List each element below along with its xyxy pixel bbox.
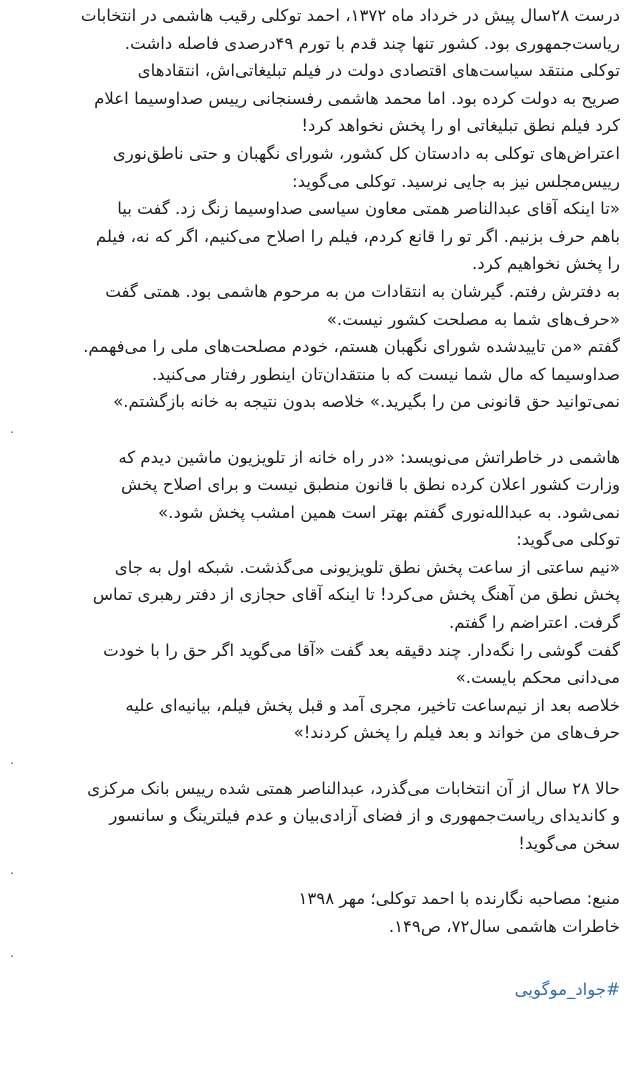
text-line: اعتراض‌های توکلی به دادستان کل کشور، شورای نگهبان و حتی ناطق‌نوری xyxy=(112,143,620,163)
text-line: را پخش نخواهیم کرد. xyxy=(472,254,620,274)
source-line: منبع: مصاحبه نگارنده با احمد توکلی؛ مهر ۱۳۹۸ xyxy=(298,889,620,908)
paragraph-memoir xyxy=(8,444,620,748)
text-line: رییس‌مجلس نیز به جایی نرسید. توکلی می‌گوید: xyxy=(292,171,620,191)
separator-dot: . xyxy=(10,753,14,768)
paragraph-intro xyxy=(8,2,620,416)
text-line: «حرف‌های شما به مصلحت کشور نیست.» xyxy=(326,309,620,329)
text-line: گفت گوشی را نگه‌دار. چند دقیقه بعد گفت «آقا می‌گوید اگر حق را با خودت xyxy=(103,640,620,660)
text-line: به دفترش رفتم. گیرشان به انتقادات من به مرحوم هاشمی بود. همتی گفت xyxy=(105,281,620,301)
text-line: ریاست‌جمهوری بود. کشور تنها چند قدم با تورم ۴۹درصدی فاصله داشت. xyxy=(124,33,620,53)
separator-dot: . xyxy=(10,946,14,961)
text-line: صریح به دولت کرده بود. اما محمد هاشمی رفسنجانی رییس صداوسیما اعلام xyxy=(94,88,620,108)
source-line: خاطرات هاشمی سال۷۲، ص۱۴۹. xyxy=(388,916,620,936)
text-line: پخش نطق من آهنگ پخش می‌کرد! تا اینکه آقای حجازی از دفتر رهبری تماس xyxy=(92,585,620,605)
paragraph-now xyxy=(8,775,620,858)
hashtag-row xyxy=(8,976,620,1004)
text-line: کرد فیلم نطق تبلیغاتی او را پخش نخواهد کرد! xyxy=(301,116,620,136)
separator-dot: . xyxy=(10,421,14,436)
text-line: سخن می‌گوید! xyxy=(518,833,620,853)
text-line: گرفت. اعتراضم را گفتم. xyxy=(448,613,620,633)
text-line: درست ۲۸سال پیش در خرداد ماه ۱۳۷۲، احمد توکلی رقیب هاشمی در انتخابات xyxy=(80,6,620,25)
hashtag-link[interactable]: #جواد_موگویی xyxy=(514,979,620,999)
sources xyxy=(8,885,620,940)
text-line: «نیم ساعتی از ساعت پخش نطق تلویزیونی می‌گذشت. شبکه اول به جای xyxy=(114,557,620,577)
text-line: حالا ۲۸ سال از آن انتخابات می‌گذرد، عبدالناصر همتی شده رییس بانک مرکزی xyxy=(87,778,620,798)
text-line: «تا اینکه آقای عبدالناصر همتی معاون سیاسی صداوسیما زنگ زد. گفت بیا xyxy=(117,199,620,219)
text-line: صداوسیما که مال شما نیست که با منتقدان‌تان اینطور رفتار می‌کنید. xyxy=(151,364,620,384)
text-line: و کاندیدای ریاست‌جمهوری و از فضای آزادی‌بیان و عدم فیلترینگ و سانسور xyxy=(109,806,620,826)
text-line: خلاصه بعد از نیم‌ساعت تاخیر، مجری آمد و قبل پخش فیلم، بیانیه‌ای علیه xyxy=(125,695,620,715)
text-line: نمی‌توانید حق قانونی من را بگیرید.» خلاصه بدون نتیجه به خانه بازگشتم.» xyxy=(113,392,620,412)
text-line: گفتم «من تاییدشده شورای نگهبان هستم، خودم مصلحت‌های ملی را می‌فهمم. xyxy=(83,337,620,357)
text-line: باهم حرف بزنیم. اگر تو را قانع کردم، فیلم را اصلاح می‌کنیم، اگر که نه، فیلم xyxy=(95,226,620,246)
text-line: نمی‌شود. به عبدالله‌نوری گفتم بهتر است همین امشب پخش شود.» xyxy=(158,502,620,522)
text-line: توکلی منتقد سیاست‌های اقتصادی دولت در فیلم تبلیغاتی‌اش، انتقادهای xyxy=(137,61,620,81)
text-line: می‌دانی محکم بایست.» xyxy=(455,668,620,688)
separator-dot: . xyxy=(10,863,14,878)
text-line: توکلی می‌گوید: xyxy=(516,530,620,550)
text-line: حرف‌های من خواند و بعد فیلم را پخش کردند!» xyxy=(293,723,620,743)
text-line: وزارت کشور اعلان کرده نطق با قانون منطبق نیست و برای اصلاح پخش xyxy=(121,475,620,495)
text-line: هاشمی در خاطراتش می‌نویسد: «در راه خانه از تلویزیون ماشین دیدم که xyxy=(118,447,620,467)
